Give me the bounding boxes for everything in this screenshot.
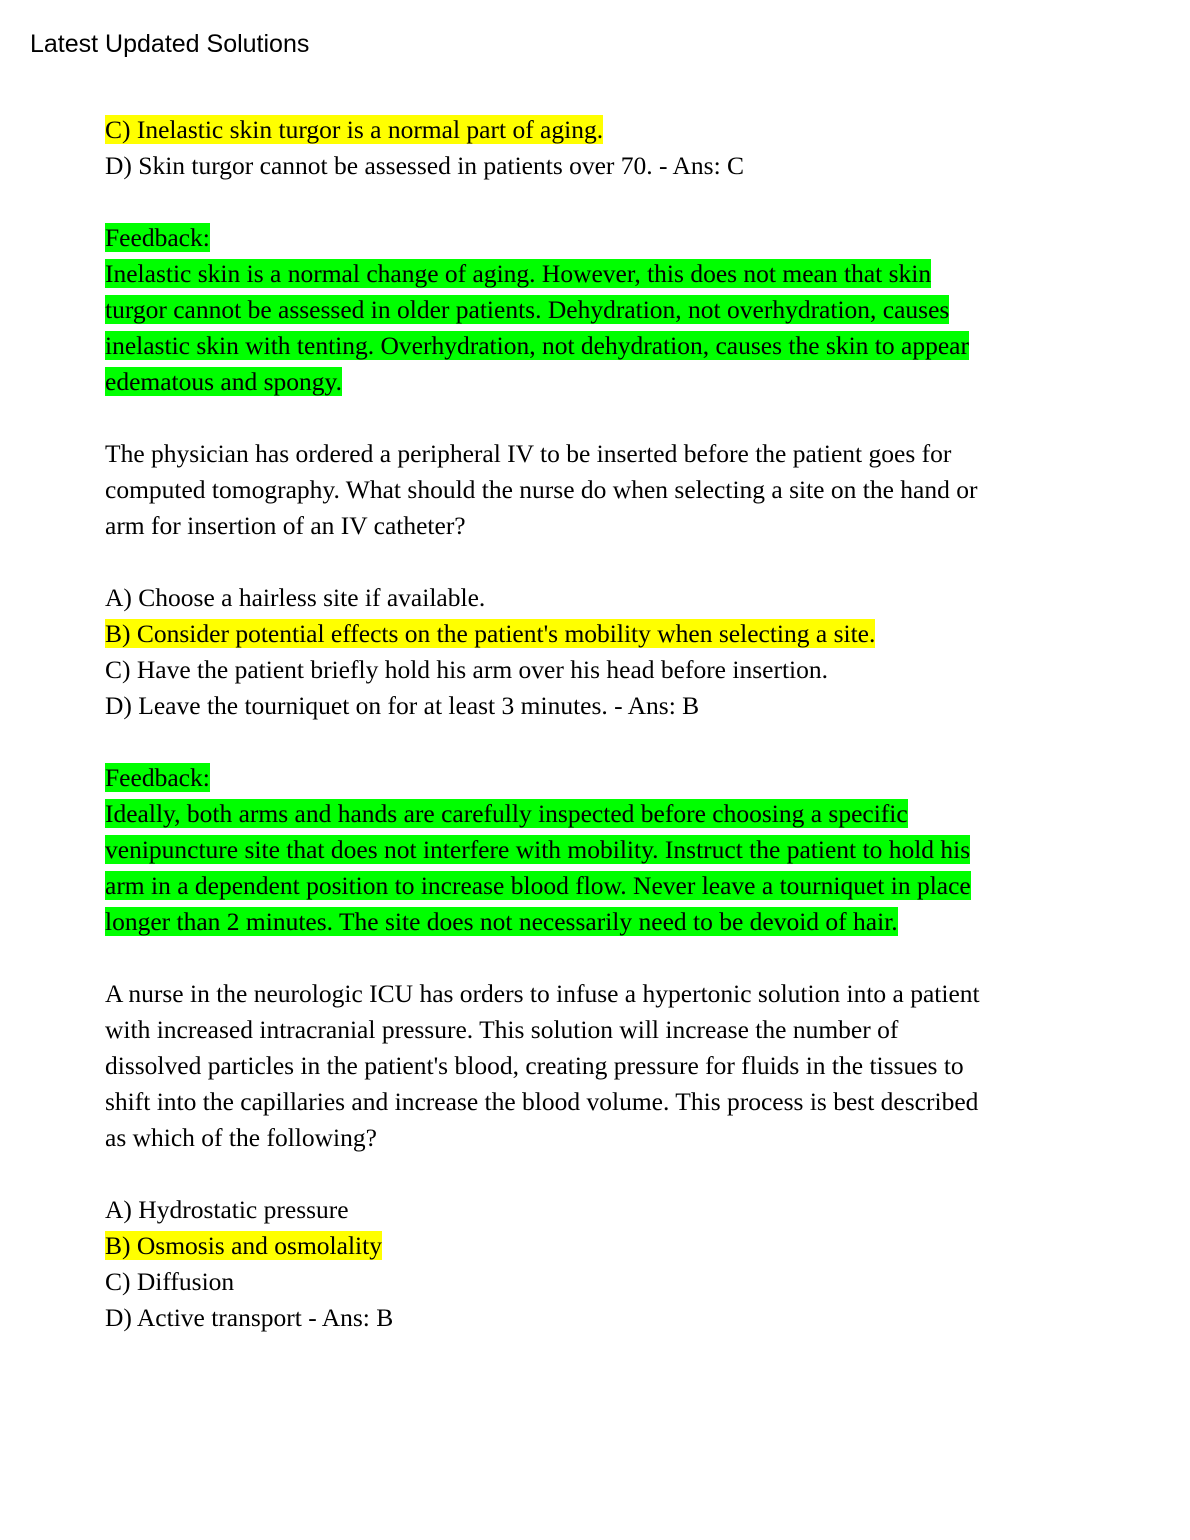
correct-answer-highlight: B) Consider potential effects on the patient's mobility when selecting a site.: [105, 619, 876, 648]
feedback-highlight: edematous and spongy.: [105, 367, 343, 396]
document-body: [105, 112, 1065, 1336]
spacer: [105, 1156, 1065, 1192]
feedback-line: [105, 796, 1065, 832]
answer-option-d: D) Leave the tourniquet on for at least 3 minutes. - Ans: B: [105, 691, 700, 720]
feedback-highlight: inelastic skin with tenting. Overhydration, not dehydration, causes the skin to appear: [105, 331, 969, 360]
answer-option-c: C) Have the patient briefly hold his arm over his head before insertion.: [105, 655, 828, 684]
page-header-title: Latest Updated Solutions: [30, 30, 310, 58]
feedback-label: [105, 220, 1065, 256]
answer-option-c: C) Diffusion: [105, 1267, 235, 1296]
spacer: [105, 544, 1065, 580]
feedback-highlight: arm in a dependent position to increase blood flow. Never leave a tourniquet in place: [105, 871, 971, 900]
feedback-highlight: turgor cannot be assessed in older patients. Dehydration, not overhydration, causes: [105, 295, 950, 324]
answer-option-c: [105, 112, 1065, 148]
answer-option-b: [105, 1228, 1065, 1264]
feedback-highlight: longer than 2 minutes. The site does not necessarily need to be devoid of hair.: [105, 907, 898, 936]
answer-option-d: D) Skin turgor cannot be assessed in patients over 70. - Ans: C: [105, 151, 745, 180]
feedback-line: [105, 328, 1065, 364]
question-line: A nurse in the neurologic ICU has orders to infuse a hypertonic solution into a patient: [105, 979, 980, 1008]
question-line: The physician has ordered a peripheral IV to be inserted before the patient goes for: [105, 439, 952, 468]
answer-option-b: [105, 616, 1065, 652]
question-line: shift into the capillaries and increase the blood volume. This process is best described: [105, 1087, 979, 1116]
correct-answer-highlight: C) Inelastic skin turgor is a normal part of aging.: [105, 115, 604, 144]
feedback-label-highlight: Feedback:: [105, 763, 210, 792]
feedback-highlight: Inelastic skin is a normal change of aging. However, this does not mean that skin: [105, 259, 932, 288]
spacer: [105, 400, 1065, 436]
feedback-line: [105, 256, 1065, 292]
question-line: with increased intracranial pressure. This solution will increase the number of: [105, 1015, 899, 1044]
feedback-line: [105, 364, 1065, 400]
feedback-line: [105, 904, 1065, 940]
answer-option-d: D) Active transport - Ans: B: [105, 1303, 394, 1332]
question-line: arm for insertion of an IV catheter?: [105, 511, 466, 540]
feedback-line: [105, 868, 1065, 904]
answer-option-a: A) Choose a hairless site if available.: [105, 583, 486, 612]
question-line: as which of the following?: [105, 1123, 377, 1152]
feedback-label: [105, 760, 1065, 796]
correct-answer-highlight: B) Osmosis and osmolality: [105, 1231, 382, 1260]
spacer: [105, 724, 1065, 760]
answer-option-a: A) Hydrostatic pressure: [105, 1195, 349, 1224]
feedback-label-highlight: Feedback:: [105, 223, 210, 252]
feedback-line: [105, 292, 1065, 328]
feedback-highlight: Ideally, both arms and hands are carefully inspected before choosing a specific: [105, 799, 908, 828]
spacer: [105, 184, 1065, 220]
question-line: computed tomography. What should the nurse do when selecting a site on the hand or: [105, 475, 978, 504]
question-line: dissolved particles in the patient's blood, creating pressure for fluids in the tissues to: [105, 1051, 964, 1080]
spacer: [105, 940, 1065, 976]
feedback-highlight: venipuncture site that does not interfere with mobility. Instruct the patient to hold his: [105, 835, 971, 864]
feedback-line: [105, 832, 1065, 868]
